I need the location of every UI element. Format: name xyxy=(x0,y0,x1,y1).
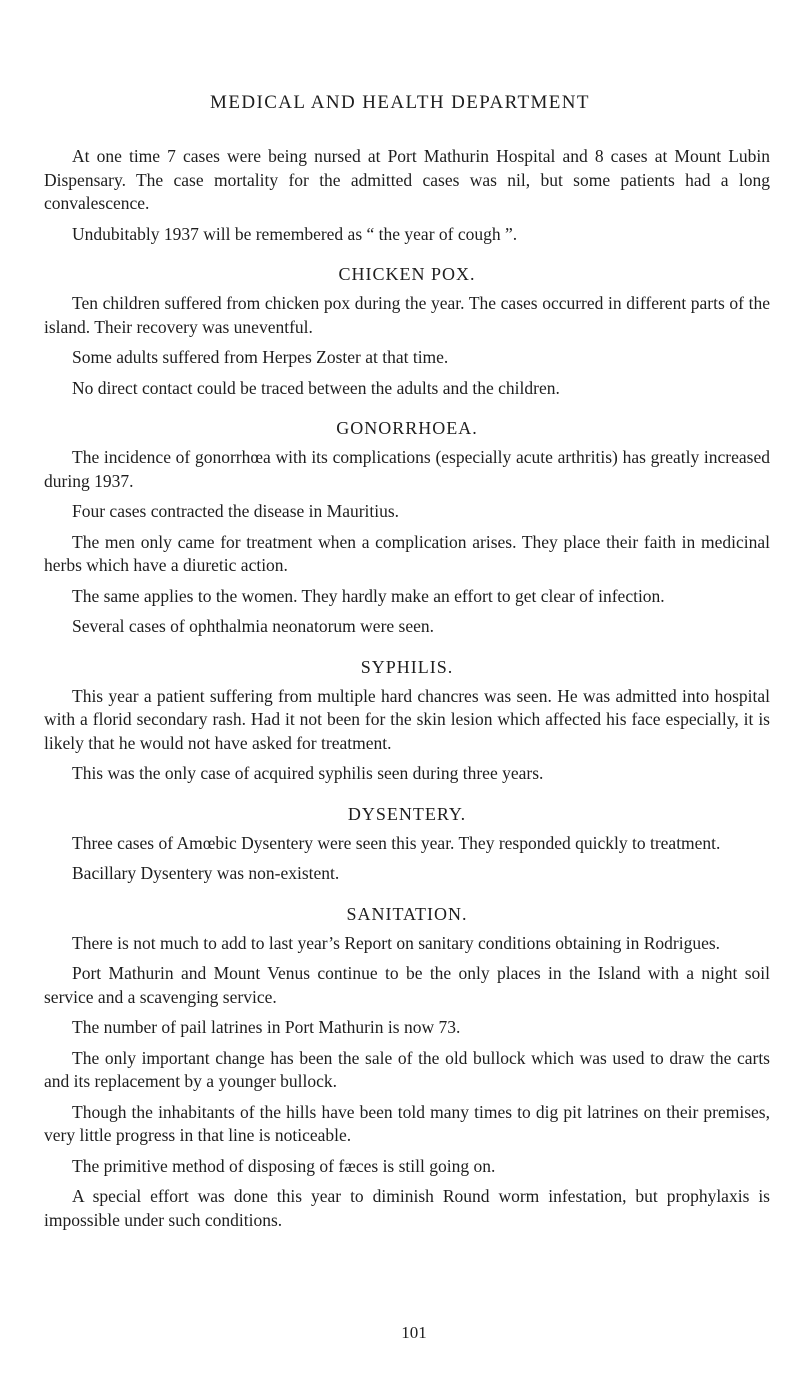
paragraph: The same applies to the women. They hardly make an effort to get clear of infection. xyxy=(72,585,665,606)
paragraph: Bacillary Dysentery was non-existent. xyxy=(72,863,340,883)
paragraph: Some adults suffered from Herpes Zoster at that time. xyxy=(72,347,449,367)
section-heading: GONORRHOEA. xyxy=(336,418,478,438)
paragraph: Port Mathurin and Mount Venus continue to be the only places in the Island with a night soil service and a scavenging service. xyxy=(44,963,770,1007)
paragraph: No direct contact could be traced between the adults and the children. xyxy=(72,377,560,398)
paragraph: There is not much to add to last year’s Report on sanitary conditions obtaining in Rodrigues. xyxy=(72,932,721,953)
page-number: 101 xyxy=(401,1323,427,1342)
section-heading: SANITATION. xyxy=(346,903,468,924)
paragraph: The men only came for treatment when a complication arises. They place their faith in medicinal herbs which have a diuretic action. xyxy=(44,531,770,575)
page-body xyxy=(44,145,770,1239)
paragraph: Four cases contracted the disease in Mauritius. xyxy=(72,501,400,521)
paragraph: Several cases of ophthalmia neonatorum were seen. xyxy=(72,616,435,636)
intro-block xyxy=(44,145,770,246)
paragraph: The only important change has been the sale of the old bullock which was used to draw the carts and its replacement by a younger bullock. xyxy=(44,1047,770,1091)
paragraph: Three cases of Amœbic Dysentery were seen this year. They responded quickly to treatment. xyxy=(72,832,721,853)
paragraph: Ten children suffered from chicken pox during the year. The cases occurred in different parts of the island. Their recovery was uneventful. xyxy=(44,293,770,337)
paragraph: The primitive method of disposing of fæces is still going on. xyxy=(72,1155,496,1176)
paragraph: The number of pail latrines in Port Mathurin is now 73. xyxy=(72,1017,461,1037)
paragraph: The incidence of gonorrhœa with its complications (especially acute arthritis) has greatly increased during 1937. xyxy=(44,447,770,491)
paragraph: At one time 7 cases were being nursed at Port Mathurin Hospital and 8 cases at Mount Lubin Dispensary. The case mortality for the admitted cases was nil, but some patients had a long convalescence. xyxy=(44,146,770,213)
paragraph: This year a patient suffering from multiple hard chancres was seen. He was admitted into hospital with a florid secondary rash. Had it not been for the skin lesion which affected his face especially, it is likely that he would not have asked for treatment. xyxy=(44,685,770,753)
section-heading: SYPHILIS. xyxy=(360,656,454,677)
running-head: MEDICAL AND HEALTH DEPARTMENT xyxy=(210,92,590,113)
paragraph: This was the only case of acquired syphilis seen during three years. xyxy=(72,763,544,783)
section-heading: CHICKEN POX. xyxy=(338,264,476,284)
section-gonorrhoea xyxy=(44,418,770,639)
paragraph: Though the inhabitants of the hills have been told many times to dig pit latrines on their premises, very little progress in that line is noticeable. xyxy=(44,1101,770,1145)
paragraph: A special effort was done this year to diminish Round worm infestation, but prophylaxis is impossible under such conditions. xyxy=(44,1186,770,1230)
section-dysentery xyxy=(44,804,770,886)
section-heading: DYSENTERY. xyxy=(347,803,467,824)
section-syphilis xyxy=(44,657,770,786)
section-sanitation xyxy=(44,904,770,1233)
section-chicken-pox xyxy=(44,264,770,400)
paragraph: Undubitably 1937 will be remembered as “ the year of cough ”. xyxy=(72,223,518,244)
